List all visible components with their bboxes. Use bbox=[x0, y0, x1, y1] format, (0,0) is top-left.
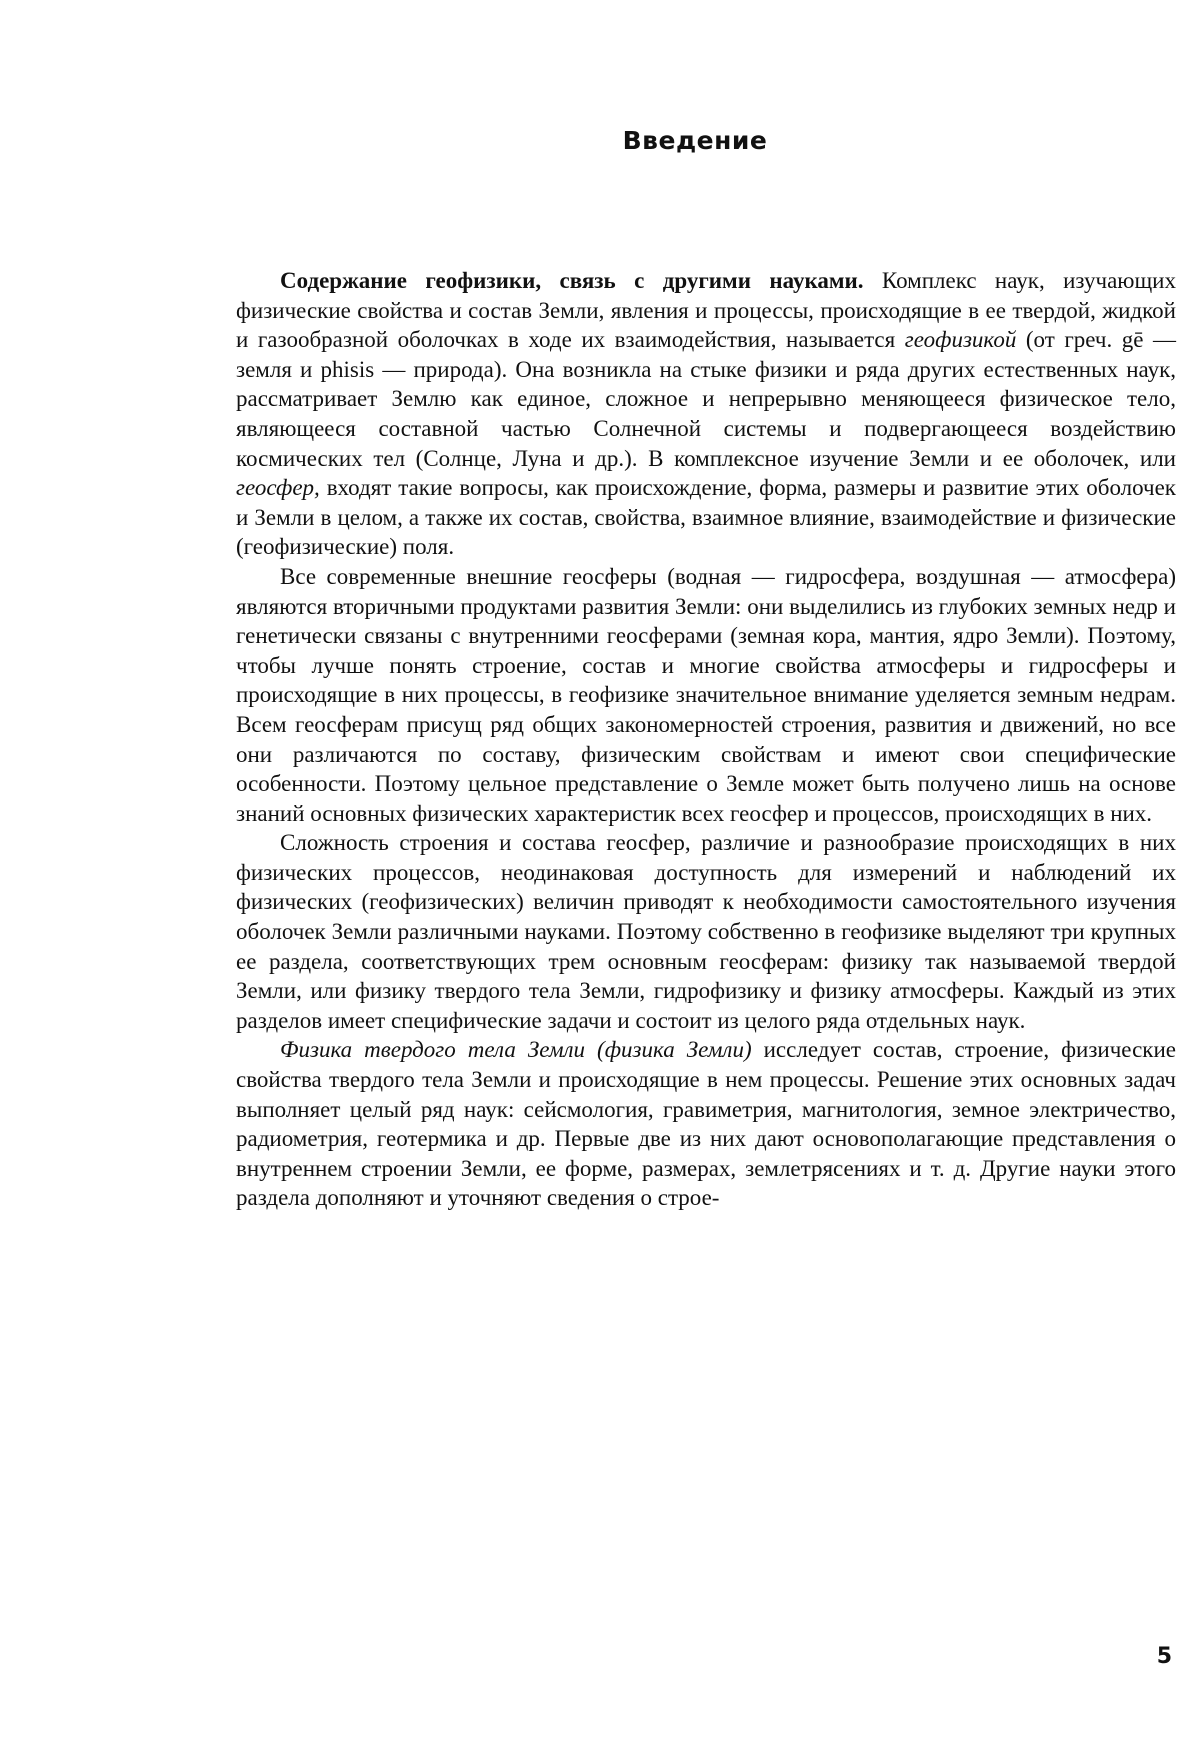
chapter-title: Введение bbox=[622, 126, 768, 155]
paragraph-text: входят такие вопросы, как происхождение, форма, размеры и развитие этих оболочек и Земли в целом, а также их состав, свойства, взаимное влияние, взаимодействие и физические (геофизические) поля. bbox=[236, 475, 1176, 560]
page-number: 5 bbox=[1156, 1644, 1172, 1669]
paragraph-text: Комплекс наук, изучающих физические свойства и состав Земли, явления и процессы, происходящие в ее твердой, жидкой и газообразной оболочках в ходе их взаимодействия, называется bbox=[236, 268, 1176, 353]
paragraph-3: Сложность строения и состава геосфер, различие и разнообразие происходящих в них физических процессов, неодинаковая доступность для измерений и наблюдений их физических (геофизических) величин приводят к необходимости самостоятельного изучения оболочек Земли различными науками. Поэтому собственно в геофизике выделяют три крупных ее раздела, соответствующих трем основным геосферам: физику так называемой твердой Земли, или физику твердого тела Земли, гидрофизику и физику атмосферы. Каждый из этих разделов имеет специфические задачи и состоит из целого ряда отдельных наук. bbox=[236, 830, 1176, 1033]
term-geospheres: геосфер, bbox=[236, 475, 320, 501]
body-text bbox=[236, 266, 1176, 1213]
term-geophysics: геофизикой bbox=[904, 327, 1017, 353]
paragraph-1 bbox=[236, 266, 1176, 562]
paragraph-2: Все современные внешние геосферы (водная — гидросфера, воздушная — атмосфера) являются вторичными продуктами развития Земли: они выделились из глубоких земных недр и генетически связаны с внутренними геосферами (земная кора, мантия, ядро Земли). Поэтому, чтобы лучше понять строение, состав и многие свойства атмосферы и гидросферы и происходящие в них процессы, в геофизике значительное внимание уделяется земным недрам. Всем геосферам присущ ряд общих закономерностей строения, развития и движений, но все они различаются по составу, физическим свойствам и имеют свои специфические особенности. Поэтому цельное представление о Земле может быть получено лишь на основе знаний основных физических характеристик всех геосфер и процессов, происходящих в них. bbox=[236, 563, 1176, 826]
paragraph-text: исследует состав, строение, физические свойства твердого тела Земли и происходящие в нем процессы. Решение этих основных задач выполняет целый ряд наук: сейсмология, гравиметрия, магнитология, земное электричество, радиометрия, геотермика и др. Первые две из них дают основополагающие представления о внутреннем строении Земли, ее форме, размерах, землетрясениях и т. д. Другие науки этого раздела дополняют и уточняют сведения о строе- bbox=[236, 1037, 1176, 1211]
paragraph-lead-heading: Содержание геофизики, связь с другими науками. bbox=[280, 268, 864, 293]
paragraph-text: (от греч. gē — земля и phisis — природа). Она возникла на стыке физики и ряда других естественных наук, рассматривает Землю как единое, сложное и непрерывно меняющееся физическое тело, являющееся составной частью Солнечной системы и подвергающееся воздействию космических тел (Солнце, Луна и др.). В комплексное изучение Земли и ее оболочек, или bbox=[236, 327, 1176, 471]
paragraph-4 bbox=[236, 1035, 1176, 1213]
term-solid-earth-physics: Физика твердого тела Земли (физика Земли) bbox=[280, 1037, 752, 1063]
